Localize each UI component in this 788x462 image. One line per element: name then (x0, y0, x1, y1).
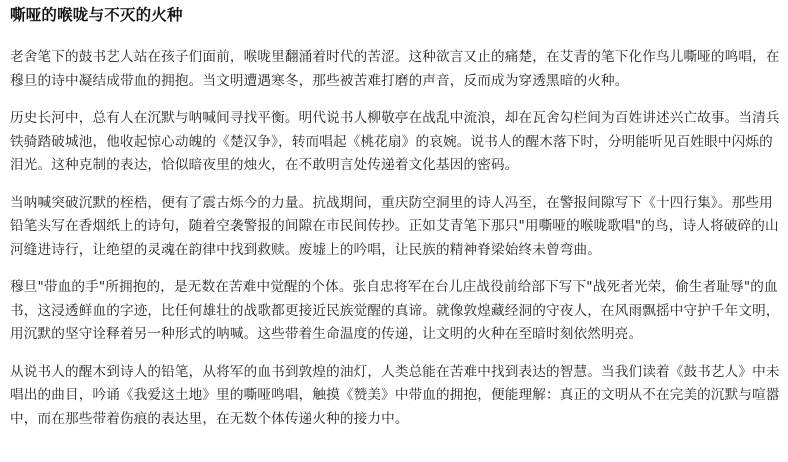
paragraph-3: 当呐喊突破沉默的桎梏，便有了震古烁今的力量。抗战期间，重庆防空洞里的诗人冯至，在警报间隙写下《十四行集》。那些用铅笔头写在香烟纸上的诗句，随着空袭警报的间隙在市民间传抄。正如艾青笔下那只"用嘶哑的喉咙歌唱"的鸟，诗人将破碎的山河缝进诗行，让绝望的灵魂在韵律中找到救赎。废墟上的吟唱，让民族的精神脊梁始终未曾弯曲。 (10, 194, 779, 258)
paragraph-1: 老舍笔下的鼓书艺人站在孩子们面前，喉咙里翻涌着时代的苦涩。这种欲言又止的痛楚，在艾青的笔下化作鸟儿嘶哑的鸣唱，在穆旦的诗中凝结成带血的拥抱。当文明遭遇寒冬，那些被苦难打磨的声音，反而成为穿透黑暗的火种。 (10, 49, 780, 89)
paragraph-2: 历史长河中，总有人在沉默与呐喊间寻找平衡。明代说书人柳敬亭在战乱中流浪，却在瓦舍勾栏间为百姓讲述兴亡故事。当清兵铁骑踏破城池，他收起惊心动魄的《楚汉争》，转而唱起《桃花扇》的哀婉。说书人的醒木落下时，分明能听见百姓眼中闪烁的泪光。这种克制的表达，恰似暗夜里的烛火，在不敢明言处传递着文化基因的密码。 (10, 110, 780, 173)
paragraph-5: 从说书人的醒木到诗人的铅笔，从将军的血书到敦煌的油灯，人类总能在苦难中找到表达的智慧。当我们读着《鼓书艺人》中未唱出的曲目，吟诵《我爱这土地》里的嘶哑鸣唱，触摸《赞美》中带血的拥抱，便能理解：真正的文明从不在完美的沉默与喧嚣中，而在那些带着伤痕的表达里，在无数个体传递火种的接力中。 (10, 363, 780, 427)
paragraph-4: 穆旦"带血的手"所拥抱的，是无数在苦难中觉醒的个体。张自忠将军在台儿庄战役前给部下写下"战死者光荣，偷生者耻辱"的血书，这浸透鲜血的字迹，比任何雄壮的战歌都更接近民族觉醒的真谛。就像敦煌藏经洞的守夜人，在风雨飘摇中守护千年文明，用沉默的坚守诠释着另一种形式的呐喊。这些带着生命温度的传递，让文明的火种在至暗时刻依然明亮。 (10, 279, 780, 342)
article-title: 嘶哑的喉咙与不灭的火种 (10, 6, 183, 24)
